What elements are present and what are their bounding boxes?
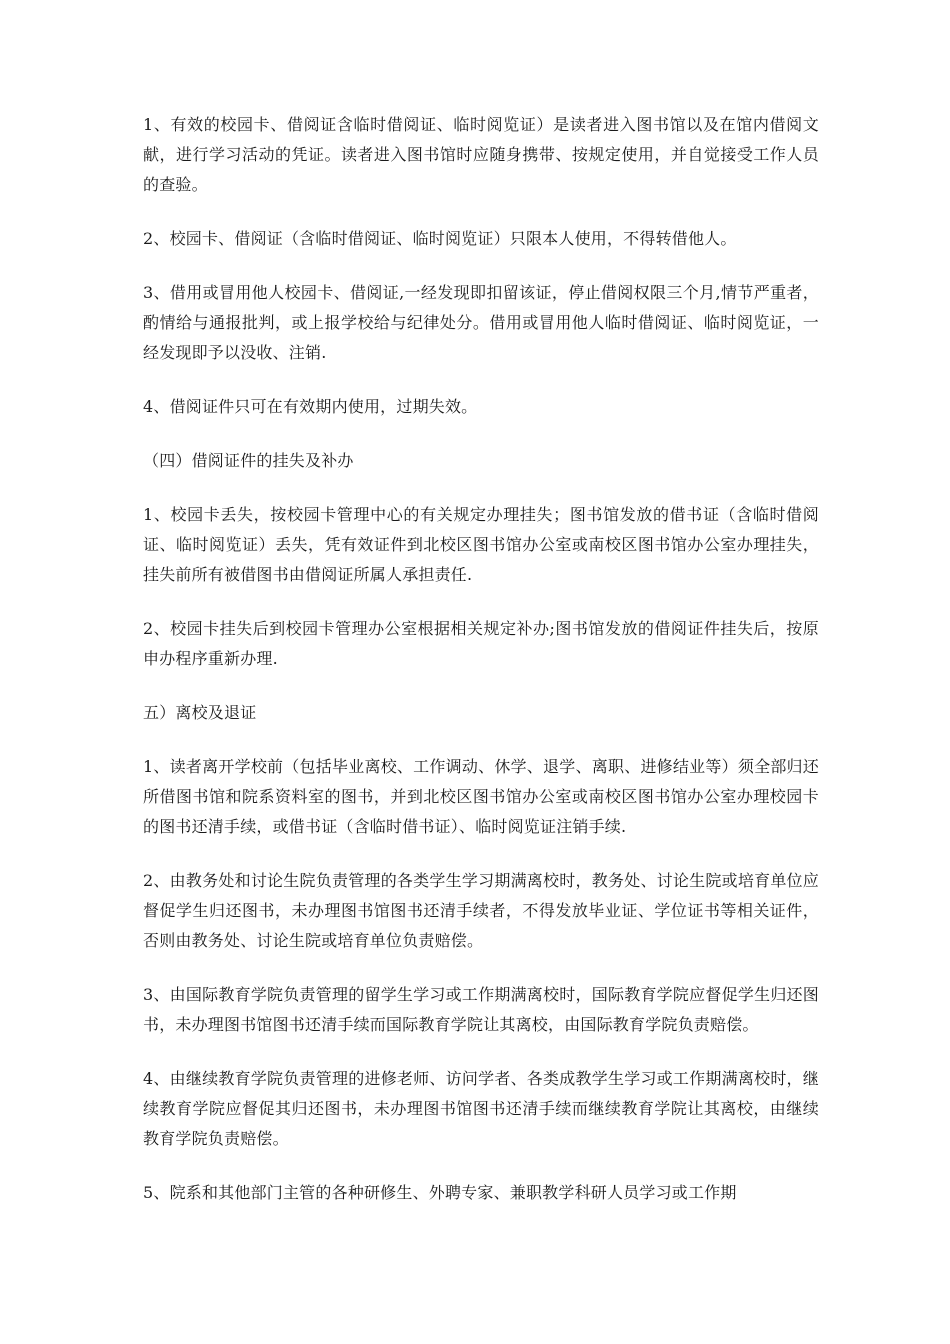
paragraph-valid-card: 1、有效的校园卡、借阅证含临时借阅证、临时阅览证）是读者进入图书馆以及在馆内借阅文献，进行学习活动的凭证。读者进入图书馆时应随身携带、按规定使用，并自觉接受工作人员的查验。 [143, 115, 819, 194]
paragraph-other-departments: 5、院系和其他部门主管的各种研修生、外聘专家、兼职教学科研人员学习或工作期 [143, 1183, 737, 1202]
document-body [143, 110, 819, 1232]
paragraph-international-students: 3、由国际教育学院负责管理的留学生学习或工作期满离校时，国际教育学院应督促学生归还图书，未办理图书馆图书还清手续而国际教育学院让其离校，由国际教育学院负责赔偿。 [143, 985, 819, 1034]
section-heading-leaving-school: 五）离校及退证 [143, 703, 257, 722]
paragraph-continuing-education: 4、由继续教育学院负责管理的进修老师、访问学者、各类成教学生学习或工作期满离校时，继续教育学院应督促其归还图书，未办理图书馆图书还清手续而继续教育学院让其离校，由继续教育学院负责赔偿。 [143, 1069, 819, 1148]
paragraph-validity-period: 4、借阅证件只可在有效期内使用，过期失效。 [143, 397, 478, 416]
section-heading-loss-replacement: （四）借阅证件的挂失及补办 [143, 451, 354, 470]
paragraph-card-reissue: 2、校园卡挂失后到校园卡管理办公室根据相关规定补办;图书馆发放的借阅证件挂失后，按原申办程序重新办理. [143, 619, 819, 668]
paragraph-graduates: 2、由教务处和讨论生院负责管理的各类学生学习期满离校时，教务处、讨论生院或培育单位应督促学生归还图书，未办理图书馆图书还清手续者，不得发放毕业证、学位证书等相关证件，否则由教务处、讨论生院或培育单位负责赔偿。 [143, 871, 819, 950]
paragraph-misuse-penalty: 3、借用或冒用他人校园卡、借阅证,一经发现即扣留该证，停止借阅权限三个月,情节严重者，酌情给与通报批判，或上报学校给与纪律处分。借用或冒用他人临时借阅证、临时阅览证，一经发现即予以没收、注销. [143, 283, 819, 362]
paragraph-card-loss: 1、校园卡丢失，按校园卡管理中心的有关规定办理挂失；图书馆发放的借书证（含临时借阅证、临时阅览证）丢失，凭有效证件到北校区图书馆办公室或南校区图书馆办公室办理挂失，挂失前所有被借图书由借阅证所属人承担责任. [143, 505, 819, 584]
paragraph-personal-use: 2、校园卡、借阅证（含临时借阅证、临时阅览证）只限本人使用，不得转借他人。 [143, 229, 737, 248]
paragraph-return-books: 1、读者离开学校前（包括毕业离校、工作调动、休学、退学、离职、进修结业等）须全部归还所借图书馆和院系资料室的图书，并到北校区图书馆办公室或南校区图书馆办公室办理校园卡的图书还清手续，或借书证（含临时借书证）、临时阅览证注销手续. [143, 757, 819, 836]
